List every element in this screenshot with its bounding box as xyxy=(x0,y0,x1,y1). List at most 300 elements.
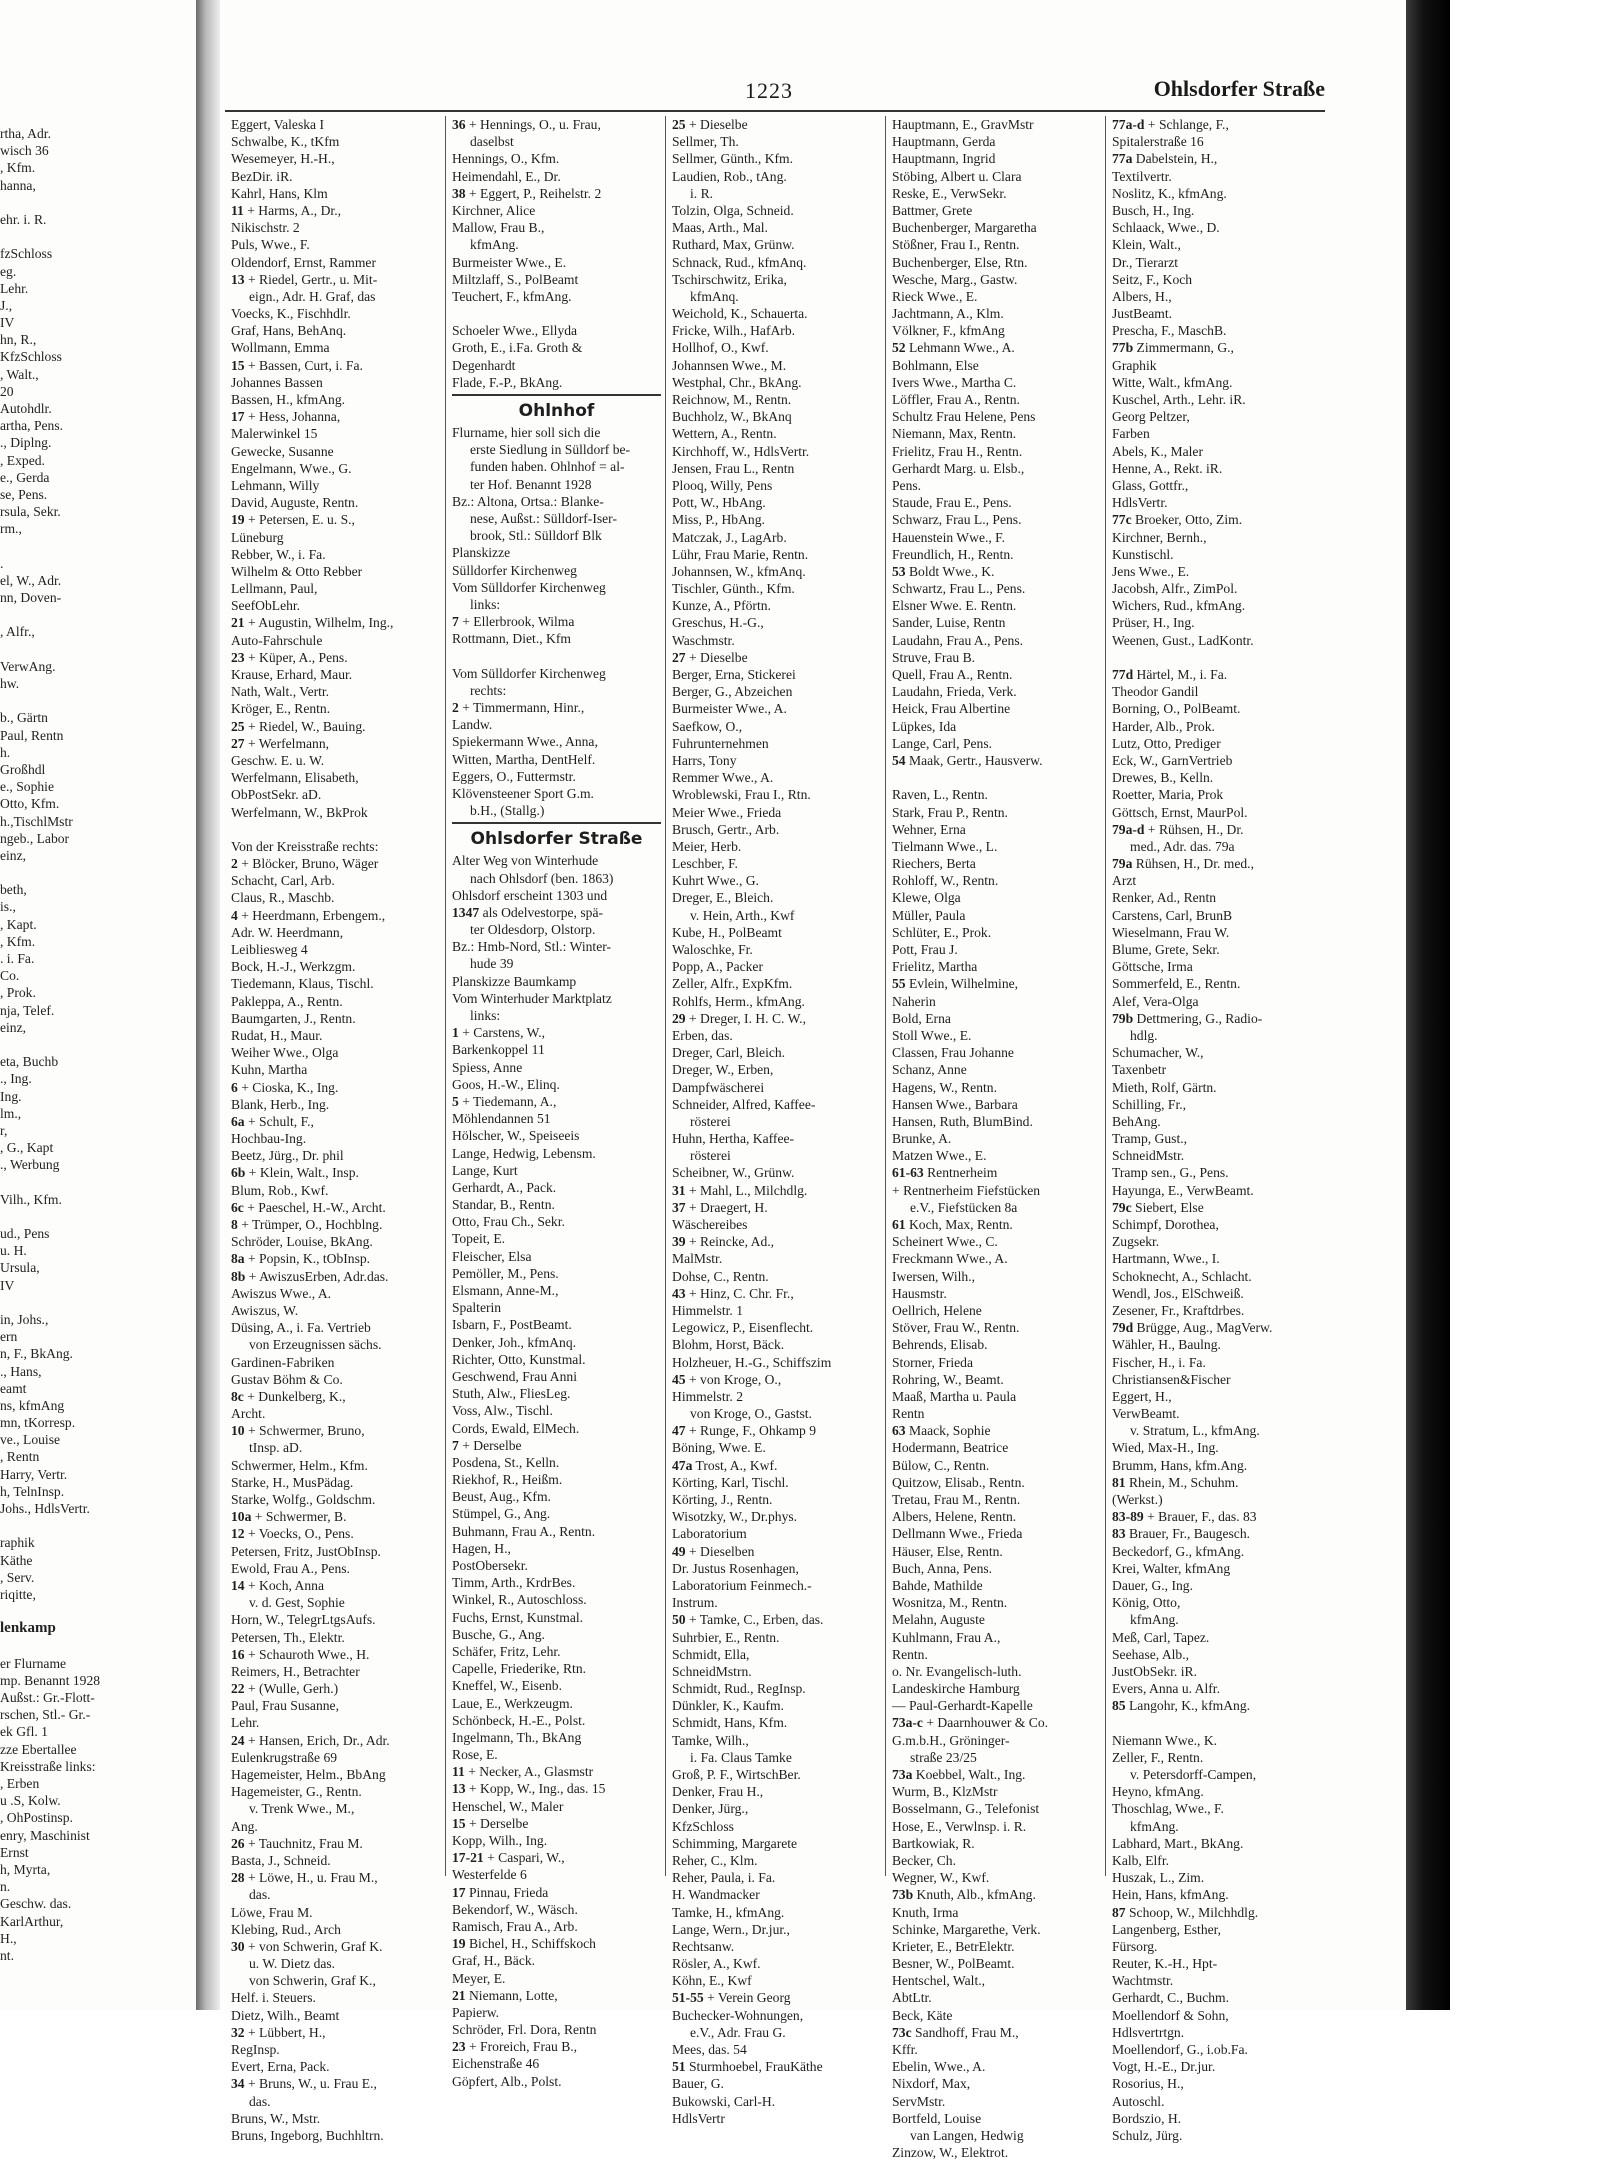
directory-entry: Lühr, Frau Marie, Rentn. xyxy=(672,546,809,562)
directory-entry: Ewold, Frau A., Pens. xyxy=(231,1560,350,1576)
directory-entry: 25 + Riedel, W., Bauing. xyxy=(231,718,366,734)
directory-entry: Groß, P. F., WirtschBer. xyxy=(672,1767,801,1782)
directory-entry: Topeit, E. xyxy=(452,1231,506,1247)
directory-entry: Rosorius, H., xyxy=(1112,2076,1184,2092)
directory-entry: Eulenkrugstraße 69 xyxy=(231,1749,338,1765)
facing-page-line: el, W., Adr. xyxy=(0,572,62,588)
facing-page-line xyxy=(0,864,196,881)
facing-page-line: ud., Pens xyxy=(0,1226,50,1241)
facing-page-line: ehr. i. R. xyxy=(0,211,47,227)
facing-page-line: , Exped. xyxy=(0,452,45,468)
facing-page-line: , Prok. xyxy=(0,985,36,1001)
directory-entry: Lüneburg xyxy=(231,529,284,545)
directory-entry: Beust, Aug., Kfm. xyxy=(452,1489,551,1505)
directory-entry: Goos, H.-W., Elinq. xyxy=(452,1076,560,1092)
directory-entry: HdlsVertr xyxy=(672,2110,725,2126)
directory-entry: erste Siedlung in Sülldorf be- xyxy=(470,442,631,458)
directory-entry: kfmAng. xyxy=(470,237,519,253)
facing-page-line: se, Pens. xyxy=(0,486,48,502)
directory-entry: nese, Außst.: Sülldorf-Iser- xyxy=(470,510,617,526)
directory-entry: Bartkowiak, R. xyxy=(892,1835,975,1851)
directory-entry: Dietz, Wilh., Beamt xyxy=(231,2007,340,2023)
directory-entry: Bz.: Altona, Ortsa.: Blanke- xyxy=(452,493,604,509)
facing-page-line: wisch 36 xyxy=(0,143,49,159)
facing-page-line: b., Gärtn xyxy=(0,710,48,726)
directory-entry: 26 + Tauchnitz, Frau M. xyxy=(231,1835,363,1851)
directory-entry: 31 + Mahl, L., Milchdlg. xyxy=(672,1182,808,1198)
directory-entry: Nath, Walt., Vertr. xyxy=(231,684,330,700)
facing-page-line: is., xyxy=(0,899,16,915)
directory-entry: Abels, K., Maler xyxy=(1112,443,1203,459)
directory-entry: 10 + Schwermer, Bruno, xyxy=(231,1423,365,1439)
directory-entry: Wosnitza, M., Rentn. xyxy=(892,1595,1008,1611)
facing-page-line: h, TelnInsp. xyxy=(0,1483,65,1499)
directory-entry: Adr. W. Heerdmann, xyxy=(231,924,344,940)
directory-entry: Müller, Paula xyxy=(892,907,966,923)
facing-page-line: Paul, Rentn xyxy=(0,727,64,743)
facing-page-line: KarlArthur, xyxy=(0,1913,64,1929)
directory-entry: Lange, Kurt xyxy=(452,1162,518,1178)
directory-entry: u. W. Dietz das. xyxy=(249,1956,336,1972)
directory-entry: Frielitz, Martha xyxy=(892,959,978,975)
directory-entry: rösterei xyxy=(690,1113,731,1129)
directory-entry: i. R. xyxy=(690,185,714,201)
directory-entry: 23 + Froreich, Frau B., xyxy=(452,2039,578,2055)
directory-entry: Henschel, W., Maler xyxy=(452,1798,564,1814)
directory-columns xyxy=(225,116,1325,2161)
directory-entry: 27 + Dieselbe xyxy=(672,649,748,665)
directory-entry: Papierw. xyxy=(452,2004,500,2020)
directory-entry: Harder, Alb., Prok. xyxy=(1112,718,1215,734)
directory-entry: Archt. xyxy=(231,1406,266,1422)
directory-entry: Tamke, Wilh., xyxy=(672,1732,749,1748)
directory-entry: Scheibner, W., Grünw. xyxy=(672,1165,795,1181)
facing-page-line xyxy=(0,1638,196,1655)
directory-entry: Graf, H., Bäck. xyxy=(452,1953,536,1969)
directory-entry: v. Stratum, L., kfmAng. xyxy=(1130,1423,1260,1439)
directory-entry: — Paul-Gerhardt-Kapelle xyxy=(892,1698,1033,1714)
directory-entry: Kalb, Elfr. xyxy=(1112,1852,1170,1868)
facing-page-line: rschen, Stl.- Gr.- xyxy=(0,1707,91,1723)
directory-entry: tInsp. aD. xyxy=(249,1440,303,1456)
directory-entry: Rentn xyxy=(892,1406,925,1422)
directory-entry: Bortfeld, Louise xyxy=(892,2110,982,2126)
directory-entry: Rohring, W., Beamt. xyxy=(892,1371,1004,1387)
directory-entry: Meier, Herb. xyxy=(672,838,742,854)
directory-entry xyxy=(231,821,441,838)
directory-entry: Werfelmann, Elisabeth, xyxy=(231,770,359,786)
directory-entry: Brusch, Gertr., Arb. xyxy=(672,821,780,837)
directory-entry: Klein, Walt., xyxy=(1112,237,1181,253)
page-header xyxy=(225,76,1325,110)
directory-entry: Behrends, Elisab. xyxy=(892,1337,988,1353)
directory-entry: Johannsen Wwe., M. xyxy=(672,357,787,373)
directory-entry: 30 + von Schwerin, Graf K. xyxy=(231,1938,383,1954)
facing-page-line: ve., Louise xyxy=(0,1432,61,1448)
directory-entry: Rottmann, Diet., Kfm xyxy=(452,631,571,647)
directory-entry: Schultz Frau Helene, Pens xyxy=(892,409,1036,425)
facing-page-line xyxy=(0,1036,196,1053)
facing-page-line xyxy=(0,692,196,709)
directory-entry: Gardinen-Fabriken xyxy=(231,1354,335,1370)
directory-entry: Tamke, H., kfmAng. xyxy=(672,1904,785,1920)
directory-entry: 77a Dabelstein, H., xyxy=(1112,151,1218,167)
directory-entry: 61-63 Rentnerheim xyxy=(892,1165,998,1181)
directory-entry: Heick, Frau Albertine xyxy=(892,701,1011,717)
facing-page-line: Ursula, xyxy=(0,1260,40,1276)
directory-entry: Voecks, K., Fischhdlr. xyxy=(231,306,351,322)
directory-entry: Landw. xyxy=(452,717,493,733)
facing-page-line: hn, R., xyxy=(0,332,37,348)
directory-entry: Löffler, Frau A., Rentn. xyxy=(892,392,1020,407)
directory-entry: Hentschel, Walt., xyxy=(892,1973,986,1989)
directory-entry: Kröger, E., Rentn. xyxy=(231,701,331,717)
directory-entry: 17 + Hess, Johanna, xyxy=(231,409,341,425)
directory-entry: Schwarz, Frau L., Pens. xyxy=(892,512,1022,528)
directory-entry: Moellendorf & Sohn, xyxy=(1112,2007,1229,2023)
directory-entry: Lehmann, Willy xyxy=(231,477,320,493)
directory-entry: 34 + Bruns, W., u. Frau E., xyxy=(231,2076,377,2092)
directory-entry: Wachtmstr. xyxy=(1112,1973,1174,1989)
directory-entry: H. Wandmacker xyxy=(672,1887,760,1903)
directory-entry: Pott, Frau J. xyxy=(892,942,958,957)
directory-entry: Göpfert, Alb., Polst. xyxy=(452,2073,562,2089)
facing-page-line xyxy=(0,1208,196,1225)
directory-entry: 79d Brügge, Aug., MagVerw. xyxy=(1112,1320,1273,1336)
directory-entry: Sellmer, Th. xyxy=(672,134,739,150)
directory-entry: 32 + Lübbert, H., xyxy=(231,2024,326,2040)
facing-page-line: Harry, Vertr. xyxy=(0,1466,68,1482)
directory-entry: 38 + Eggert, P., Reihelstr. 2 xyxy=(452,185,602,201)
directory-entry: Dr., Tierarzt xyxy=(1112,254,1179,270)
directory-entry: Möhlendannen 51 xyxy=(452,1111,551,1127)
directory-entry: Puls, Wwe., F. xyxy=(231,237,310,253)
directory-entry: Hauptmann, E., GravMstr xyxy=(892,117,1034,132)
directory-entry: Meier Wwe., Frieda xyxy=(672,804,782,820)
directory-entry: Starke, Wolfg., Goldschm. xyxy=(231,1492,376,1507)
directory-entry: Waloschke, Fr. xyxy=(672,942,753,957)
street-section-heading: Ohlsdorfer Straße xyxy=(470,829,643,850)
directory-entry: ObPostSekr. aD. xyxy=(231,787,322,803)
directory-entry: 4 + Heerdmann, Erbengem., xyxy=(231,907,386,923)
directory-entry: Tiedemann, Klaus, Tischl. xyxy=(231,976,374,992)
directory-entry: Drewes, B., Kelln. xyxy=(1112,770,1214,786)
directory-entry: Ivers Wwe., Martha C. xyxy=(892,374,1017,390)
directory-entry: Jens Wwe., E. xyxy=(1112,563,1190,579)
directory-entry: ServMstr. xyxy=(892,2093,946,2109)
directory-entry: 25 + Dieselbe xyxy=(672,117,748,132)
directory-entry: 14 + Koch, Anna xyxy=(231,1577,324,1593)
page-number: 1223 xyxy=(745,78,793,103)
directory-entry: 29 + Dreger, I. H. C. W., xyxy=(672,1010,806,1026)
directory-entry: Planskizze xyxy=(452,545,511,561)
directory-entry: Laudien, Rob., tAng. xyxy=(672,168,787,184)
directory-entry: BehAng. xyxy=(1112,1113,1161,1129)
directory-entry: Bohlmann, Else xyxy=(892,357,979,373)
directory-entry: Miss, P., HbAng. xyxy=(672,512,765,528)
directory-entry: Klewe, Olga xyxy=(892,890,961,906)
directory-entry: 7 + Ellerbrook, Wilma xyxy=(452,614,575,630)
directory-entry: Classen, Frau Johanne xyxy=(892,1045,1014,1061)
directory-entry: Engelmann, Wwe., G. xyxy=(231,460,352,476)
directory-entry: 77a-d + Schlange, F., xyxy=(1112,117,1229,132)
directory-entry: das. xyxy=(249,2093,271,2109)
facing-page-line xyxy=(0,1294,196,1311)
directory-entry: Kuhlmann, Frau A., xyxy=(892,1629,1001,1645)
directory-entry: 85 Langohr, K., kfmAng. xyxy=(1112,1698,1251,1714)
directory-entry: Stark, Frau P., Rentn. xyxy=(892,804,1008,820)
directory-entry: Degenhardt xyxy=(452,357,516,373)
directory-entry: Thoschlag, Wwe., F. xyxy=(1112,1801,1224,1817)
directory-entry: Fricke, Wilh., HafArb. xyxy=(672,323,796,339)
directory-entry: Otto, Frau Ch., Sekr. xyxy=(452,1214,565,1230)
directory-entry: 79a Rühsen, H., Dr. med., xyxy=(1112,856,1254,872)
directory-entry: Laudahn, Frieda, Verk. xyxy=(892,684,1017,700)
directory-entry: Petersen, Th., Elektr. xyxy=(231,1629,345,1645)
directory-entry: v. Hein, Arth., Kwf xyxy=(690,907,795,923)
directory-entry: Maas, Arth., Mal. xyxy=(672,220,768,236)
directory-entry: Dellmann Wwe., Frieda xyxy=(892,1526,1023,1542)
directory-entry: 39 + Reincke, Ad., xyxy=(672,1234,775,1250)
directory-entry: Berger, Erna, Stickerei xyxy=(672,667,796,682)
directory-entry: Zesener, Fr., Kraftdrbes. xyxy=(1112,1302,1245,1318)
directory-entry: Huhn, Hertha, Kaffee- xyxy=(672,1131,795,1147)
directory-entry: Schlaack, Wwe., D. xyxy=(1112,220,1220,236)
directory-entry: Knuth, Irma xyxy=(892,1904,959,1920)
directory-entry: Löwe, Frau M. xyxy=(231,1904,313,1920)
directory-entry: Kuhrt Wwe., G. xyxy=(672,873,759,889)
directory-entry: Wesemeyer, H.-H., xyxy=(231,151,335,167)
directory-entry: Kneffel, W., Eisenb. xyxy=(452,1678,562,1694)
directory-entry: Autoschl. xyxy=(1112,2093,1165,2109)
book-gutter xyxy=(196,0,220,2010)
directory-entry: Spiess, Anne xyxy=(452,1059,523,1075)
directory-entry: Sellmer, Günth., Kfm. xyxy=(672,151,794,167)
directory-entry: Beetz, Jürg., Dr. phil xyxy=(231,1148,344,1164)
directory-entry: Johannes Bassen xyxy=(231,374,323,390)
directory-entry: Hauptmann, Ingrid xyxy=(892,151,996,167)
directory-entry: Tielmann Wwe., L. xyxy=(892,838,998,854)
directory-entry: Wieselmann, Frau W. xyxy=(1112,924,1230,940)
facing-page-line: ns, kfmAng xyxy=(0,1397,65,1413)
directory-entry: Krieter, E., BetrElektr. xyxy=(892,1938,1015,1954)
directory-entry: Helf. i. Steuers. xyxy=(231,1990,316,2006)
facing-page-line: Otto, Kfm. xyxy=(0,796,60,812)
facing-page-line: , Erben xyxy=(0,1776,40,1791)
directory-entry: Hauenstein Wwe., F. xyxy=(892,529,1006,545)
directory-entry: 15 + Derselbe xyxy=(452,1815,529,1831)
directory-entry: Leschber, F. xyxy=(672,856,738,872)
directory-entry: Schmidt, Rud., RegInsp. xyxy=(672,1681,806,1697)
facing-page-line: eg. xyxy=(0,263,17,279)
directory-entry: Eichenstraße 46 xyxy=(452,2056,540,2072)
facing-page-line: IV xyxy=(0,315,15,331)
directory-entry: Schoeler Wwe., Ellyda xyxy=(452,323,578,339)
directory-entry: Nixdorf, Max, xyxy=(892,2076,971,2092)
directory-entry: Lange, Carl, Pens. xyxy=(892,735,993,751)
directory-entry: Rohlfs, Herm., kfmAng. xyxy=(672,993,805,1009)
directory-entry: Gerhardt Marg. u. Elsb., xyxy=(892,460,1025,476)
directory-entry: Pakleppa, A., Rentn. xyxy=(231,993,343,1009)
facing-page-line: h. xyxy=(0,744,11,760)
directory-entry: Hein, Hans, kfmAng. xyxy=(1112,1887,1229,1903)
directory-entry: Freundlich, H., Rentn. xyxy=(892,546,1014,562)
directory-entry: 15 + Bassen, Curt, i. Fa. xyxy=(231,357,363,373)
directory-entry: Laudahn, Frau A., Pens. xyxy=(892,632,1024,648)
facing-page-line: ., Werbung xyxy=(0,1157,60,1173)
directory-entry: Tramp, Gust., xyxy=(1112,1131,1188,1147)
directory-entry: Claus, R., Maschb. xyxy=(231,890,335,906)
directory-entry: Schröder, Frl. Dora, Rentn xyxy=(452,2022,597,2038)
directory-entry: Reimers, H., Betrachter xyxy=(231,1663,360,1679)
facing-page-line: hw. xyxy=(0,676,20,691)
directory-entry: Bauer, G. xyxy=(672,2076,724,2092)
directory-entry: 13 + Kopp, W., Ing., das. 15 xyxy=(452,1781,606,1797)
directory-entry: Blume, Grete, Sekr. xyxy=(1112,942,1220,957)
facing-page-line: r, xyxy=(0,1122,8,1138)
directory-entry: Dünkler, K., Kaufm. xyxy=(672,1698,784,1714)
directory-entry: 19 + Petersen, E. u. S., xyxy=(231,512,355,528)
directory-entry: 13 + Riedel, Gertr., u. Mit- xyxy=(231,271,378,287)
directory-entry: Scheinert Wwe., C. xyxy=(892,1234,998,1250)
directory-entry: Henne, A., Rekt. iR. xyxy=(1112,460,1223,476)
directory-entry: Labhard, Mart., BkAng. xyxy=(1112,1835,1244,1851)
directory-entry: Dampfwäscherei xyxy=(672,1079,765,1095)
facing-page-line: er Flurname xyxy=(0,1655,67,1671)
facing-page-line: ern xyxy=(0,1329,18,1345)
facing-page-line: Ing. xyxy=(0,1088,22,1104)
directory-entry: 11 + Harms, A., Dr., xyxy=(231,202,341,218)
directory-entry: Geschw. E. u. W. xyxy=(231,752,325,768)
directory-entry: Düsing, A., i. Fa. Vertrieb xyxy=(231,1320,371,1336)
directory-entry: Blohm, Horst, Bäck. xyxy=(672,1337,785,1353)
directory-entry: Reske, E., VerwSekr. xyxy=(892,185,1007,201)
directory-entry: Stümpel, G., Ang. xyxy=(452,1506,551,1522)
directory-entry: Starke, H., MusPädag. xyxy=(231,1474,354,1490)
facing-page-line: artha, Pens. xyxy=(0,418,64,434)
directory-entry: 11 + Necker, A., Glasmstr xyxy=(452,1764,594,1780)
directory-entry: Tramp sen., G., Pens. xyxy=(1112,1165,1229,1181)
facing-page-line: einz, xyxy=(0,1019,27,1035)
directory-entry: kfmAnq. xyxy=(690,288,739,304)
directory-entry: Krei, Walter, kfmAng xyxy=(1112,1560,1231,1576)
directory-entry: 6c + Paeschel, H.-W., Archt. xyxy=(231,1199,386,1215)
directory-entry: Stuth, Alw., FliesLeg. xyxy=(452,1386,571,1402)
directory-entry: Busche, G., Ang. xyxy=(452,1626,545,1642)
directory-entry: Awiszus, W. xyxy=(231,1302,299,1318)
directory-entry: Wichers, Rud., kfmAng. xyxy=(1112,598,1246,614)
facing-page-line: rm., xyxy=(0,521,22,537)
directory-entry: 53 Boldt Wwe., K. xyxy=(892,563,995,579)
directory-entry: (Werkst.) xyxy=(1112,1492,1163,1507)
directory-entry: Denker, Joh., kfmAnq. xyxy=(452,1334,577,1350)
directory-entry: Hochbau-Ing. xyxy=(231,1131,307,1147)
directory-entry: Reuter, K.-H., Hpt- xyxy=(1112,1956,1218,1972)
directory-entry: Rechtsanw. xyxy=(672,1938,735,1954)
directory-entry: Fuchs, Ernst, Kunstmal. xyxy=(452,1609,584,1625)
directory-entry: Spiekermann Wwe., Anna, xyxy=(452,734,598,750)
directory-entry: Teuchert, F., kfmAng. xyxy=(452,288,572,304)
directory-entry: Frielitz, Frau H., Rentn. xyxy=(892,443,1023,459)
directory-entry: Quitzow, Elisab., Rentn. xyxy=(892,1474,1025,1490)
street-section-heading: Ohlnhof xyxy=(518,401,595,421)
directory-entry: links: xyxy=(470,596,501,612)
directory-entry: Prüser, H., Ing. xyxy=(1112,615,1195,631)
directory-entry: Hagemeister, G., Rentn. xyxy=(231,1784,362,1800)
directory-entry: Buhmann, Frau A., Rentn. xyxy=(452,1523,596,1539)
directory-entry: Weenen, Gust., LadKontr. xyxy=(1112,632,1254,648)
directory-entry: Schimpf, Dorothea, xyxy=(1112,1217,1219,1232)
street-title: Ohlsdorfer Straße xyxy=(1153,76,1325,101)
directory-entry: Evers, Anna u. Alfr. xyxy=(1112,1681,1220,1697)
facing-page-line: einz, xyxy=(0,847,27,863)
directory-entry: 50 + Tamke, C., Erben, das. xyxy=(672,1612,824,1628)
directory-entry: Remmer Wwe., A. xyxy=(672,770,774,786)
directory-entry: König, Otto, xyxy=(1112,1595,1181,1611)
directory-entry: 79b Dettmering, G., Radio- xyxy=(1112,1010,1263,1026)
directory-entry: Hansen Wwe., Barbara xyxy=(892,1096,1018,1112)
directory-entry: brook, Stl.: Sülldorf Blk xyxy=(470,528,602,544)
directory-entry: Isbarn, F., PostBeamt. xyxy=(452,1317,572,1333)
directory-entry: Vom Winterhuder Marktplatz xyxy=(452,990,612,1006)
facing-page-line: , OhPostinsp. xyxy=(0,1810,73,1826)
directory-entry: Oellrich, Helene xyxy=(892,1302,982,1318)
directory-entry: Wesche, Marg., Gastw. xyxy=(892,271,1018,287)
facing-page-line: rtha, Adr. xyxy=(0,126,51,141)
directory-entry: i. Fa. Claus Tamke xyxy=(690,1749,792,1765)
directory-entry: Dreger, E., Bleich. xyxy=(672,890,774,906)
facing-page-line: enry, Maschinist xyxy=(0,1827,90,1843)
directory-entry: Timm, Arth., KrdrBes. xyxy=(452,1575,576,1591)
facing-page-line: e., Sophie xyxy=(0,779,54,795)
directory-entry: Eck, W., GarnVertrieb xyxy=(1112,752,1233,768)
directory-entry: funden haben. Ohlnhof = al- xyxy=(470,459,625,475)
directory-entry: Dr. Justus Rosenhagen, xyxy=(672,1560,799,1576)
directory-entry: Schanz, Anne xyxy=(892,1062,967,1078)
directory-entry: VerwBeamt. xyxy=(1112,1406,1180,1422)
directory-entry: Bassen, H., kfmAng. xyxy=(231,392,346,407)
directory-entry: Lüpkes, Ida xyxy=(892,718,957,734)
directory-entry: Meyer, E. xyxy=(452,1970,506,1986)
directory-entry: Bülow, C., Rentn. xyxy=(892,1457,990,1473)
directory-entry: Schumacher, W., xyxy=(1112,1045,1204,1061)
directory-entry: van Langen, Hedwig xyxy=(910,2127,1024,2143)
directory-entry: Albers, H., xyxy=(1112,288,1172,304)
directory-entry: Elsmann, Anne-M., xyxy=(452,1283,559,1298)
facing-page-line: raphik xyxy=(0,1535,35,1551)
directory-entry: Hose, E., Verwlnsp. i. R. xyxy=(892,1818,1027,1834)
directory-entry: Graphik xyxy=(1112,357,1157,373)
directory-entry: Mieth, Rolf, Gärtn. xyxy=(1112,1079,1217,1095)
directory-entry: Busch, H., Ing. xyxy=(1112,202,1195,218)
facing-page-fragment xyxy=(0,125,196,1963)
directory-entry: kfmAng. xyxy=(1130,1818,1179,1834)
directory-entry: Lange, Hedwig, Lebensm. xyxy=(452,1145,596,1161)
directory-entry: Heimendahl, E., Dr. xyxy=(452,168,561,184)
directory-entry: Glass, Gottfr., xyxy=(1112,477,1189,493)
directory-entry: Paul, Frau Susanne, xyxy=(231,1698,339,1714)
facing-page-line: , Kapt. xyxy=(0,916,37,932)
directory-entry: Rohloff, W., Rentn. xyxy=(892,873,999,889)
directory-entry: Matzen Wwe., E. xyxy=(892,1148,987,1164)
facing-page-line: ., Ing. xyxy=(0,1071,32,1087)
directory-entry: med., Adr. das. 79a xyxy=(1130,838,1235,854)
directory-entry: Stoll Wwe., E. xyxy=(892,1027,972,1043)
facing-page-line: nn, Doven- xyxy=(0,590,62,606)
directory-entry: v. Trenk Wwe., M., xyxy=(249,1801,355,1817)
directory-entry: Seitz, F., Koch xyxy=(1112,271,1193,287)
column-5 xyxy=(1105,116,1325,2143)
